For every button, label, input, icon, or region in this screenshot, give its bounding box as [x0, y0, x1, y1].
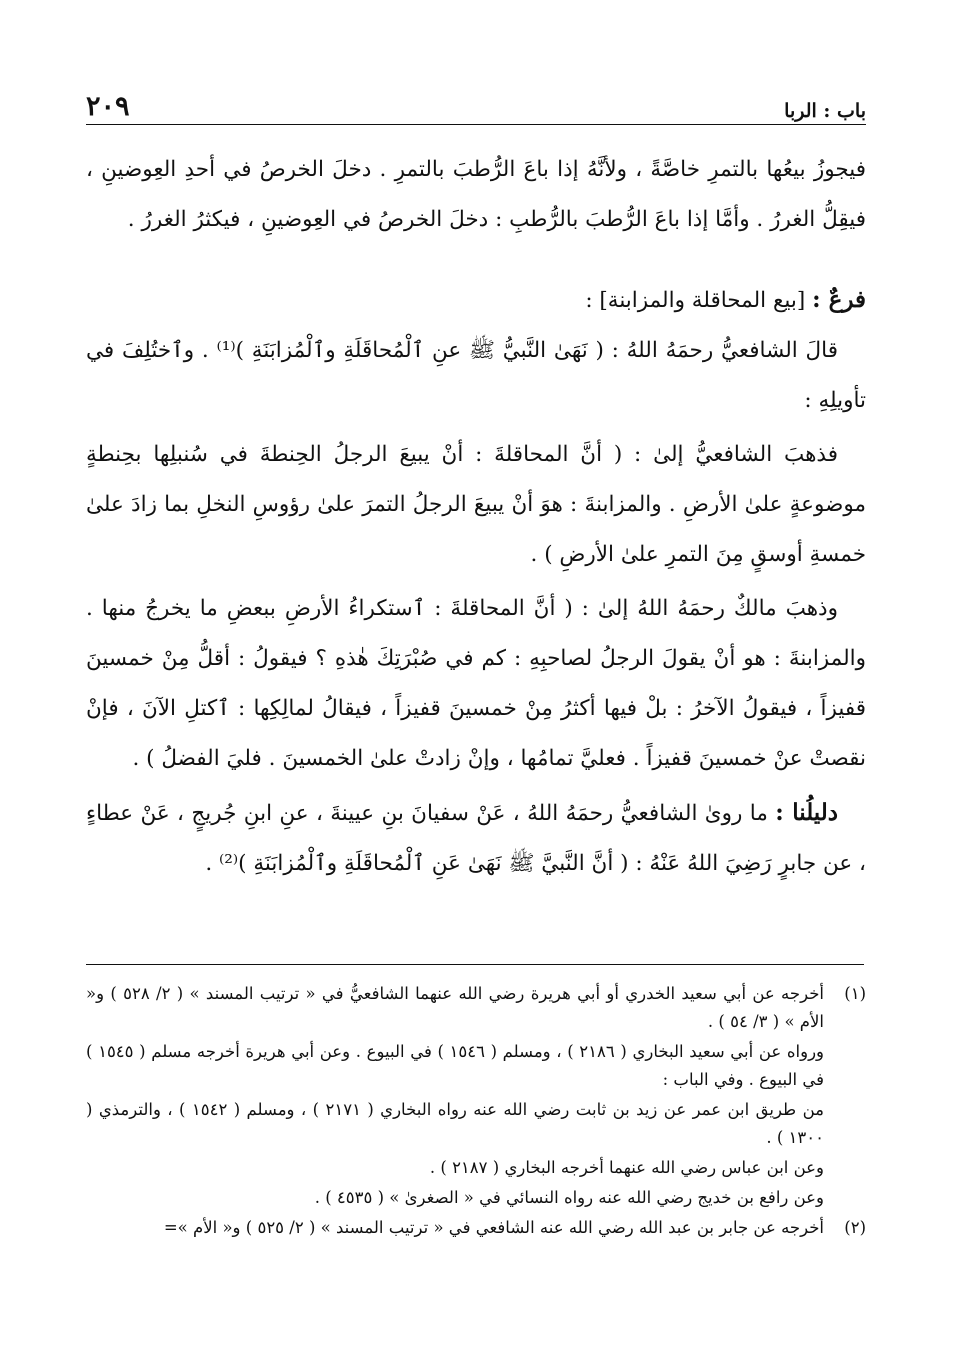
paragraph-4: وذهبَ مالكٌ رحمَهُ اللهُ إلىٰ : ( أنَّ المحاقلةَ : ٱستكراءُ الأرضِ ببعضِ ما يخرجُ منها . والمزابنةَ : هو أنْ يقولَ الرجلُ لصاحبِهِ : كم في صُبْرَتِكَ هٰذهِ ؟ فيقولُ : أقلُّ مِنْ خمسينَ قفيزاً ، فيقولُ الآخرُ : بلْ فيها أكثرُ مِنْ خمسينَ قفيزاً ، فيقالُ لمالِكِها : ٱكتلِ الآنَ ، فإنْ نقصتْ عنْ خمسينَ قفيزاً . فعليَّ تمامُها ، وإنْ زادتْ علىٰ الخمسينَ . فليَ الفضلُ ) .	[86, 596, 866, 771]
branch-title: [بيع المحاقلة والمزابنة] :	[585, 288, 806, 313]
page-number: ٢٠٩	[86, 91, 130, 122]
footnote-1-number: (١)	[844, 984, 866, 1003]
footnote-line: أخرجه عن أبي سعيد الخدري أو أبي هريرة رضي الله عنهما الشافعيُّ في « ترتيب المسند » ( ٢/ ٥٢٨ ) و« الأم » ( ٣/ ٥٤ ) .	[86, 984, 824, 1031]
main-text	[86, 145, 866, 889]
header-divider	[86, 124, 866, 125]
footnote-line: وعن ابن عباس رضي الله عنهما أخرجه البخاري ( ٢١٨٧ ) .	[429, 1158, 824, 1177]
footnote-line: من طريق ابن عمر عن زيد بن ثابت رضي الله عنه رواه البخاري ( ٢١٧١ ) ، ومسلم ( ١٥٤٢ ) ، والترمذي ( ١٣٠٠ ) .	[86, 1100, 824, 1147]
paragraph-2: قالَ الشافعيُّ رحمَهُ اللهُ : ( نَهَىٰ النَّبيُّ ﷺ عنِ ٱلْمُحاقَلَةِ وٱلْمُزابَنَةِ )⁽¹⁾ . وٱختُلِفَ في تأويلِهِ :	[86, 338, 866, 413]
footnote-line: وعن رافع بن خديج رضي الله عنه رواه النسائي في « الصغرىٰ » ( ٤٥٣٥ ) .	[314, 1188, 824, 1207]
footnote-2-number: (٢)	[844, 1218, 866, 1237]
evidence-lead: دليلُنا :	[775, 799, 838, 826]
footnote-2	[86, 1214, 866, 1244]
footnotes	[86, 980, 866, 1244]
branch-lead: فرعٌ :	[812, 286, 866, 313]
footnote-line: أخرجه عن جابر بن عبد الله رضي الله عنه الشافعي في « ترتيب المسند » ( ٢/ ٥٢٥ ) و« الأم »=	[163, 1218, 824, 1237]
paragraph-5	[86, 788, 866, 889]
footnote-divider	[86, 964, 864, 965]
paragraph-1: فيجوزُ بيعُها بالتمرِ خاصَّةً ، ولأنَّهُ إذا باعَ الرُّطبَ بالتمرِ . دخلَ الخرصُ في أحدِ العِوضينِ ، فيقِلُّ الغررُ . وأمَّا إذا باعَ الرُّطبَ بالرُّطبِ : دخلَ الخرصُ في العِوضينِ ، فيكثرُ الغررُ .	[86, 157, 866, 232]
footnote-1-body	[86, 980, 824, 1214]
evidence-text: ما روىٰ الشافعيُّ رحمَهُ اللهُ ، عَنْ سفيانَ بنِ عيينةَ ، عنِ ابنِ جُريجٍ ، عَنْ عطاءٍ ، عن جابرٍ رَضِيَ اللهُ عَنْهُ : ( أنَّ النَّبيَّ ﷺ نَهَىٰ عَنِ ٱلْمُحاقَلَةِ وٱلْمُزابَنَةِ )⁽²⁾ .	[86, 801, 866, 876]
footnote-line: ورواه عن أبي سعيد البخاري ( ٢١٨٦ ) ، ومسلم ( ١٥٤٦ ) في البيوع . وعن أبي هريرة أخرجه مسلم ( ١٥٤٥ ) في البيوع . وفي الباب :	[86, 1042, 824, 1089]
branch-heading	[86, 275, 866, 326]
paragraph-3: فذهبَ الشافعيُّ إلىٰ : ( أنَّ المحاقلةَ : أنْ يبيعَ الرجلُ الحِنطةَ في سُنبلِها بحِنطةٍ موضوعةٍ علىٰ الأرضِ . والمزابنةَ : هوَ أنْ يبيعَ الرجلُ التمرَ علىٰ رؤوسِ النخلِ بما زادَ علىٰ خمسةِ أوسقٍ مِنَ التمرِ علىٰ الأرضِ ) .	[86, 442, 866, 567]
page-header	[86, 88, 866, 122]
footnote-1	[86, 980, 866, 1214]
running-title: باب : الربا	[784, 100, 866, 122]
footnote-2-body	[86, 1214, 824, 1244]
